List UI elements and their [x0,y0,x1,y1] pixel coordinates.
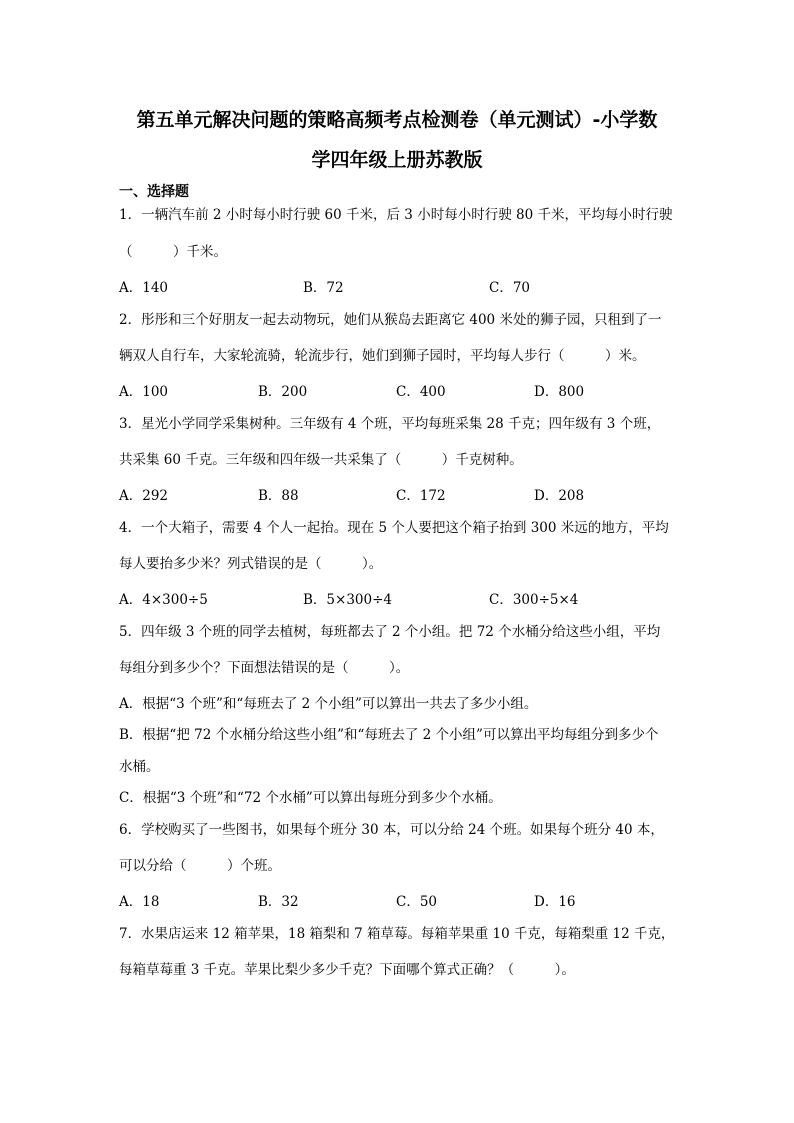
question-4-option-a: A．4×300÷5 [119,592,208,608]
question-6-line-2: 可以分给（ ）个班。 [119,858,281,874]
question-1-option-c: C．70 [489,280,531,296]
question-4-line-2: 每人要抬多少米？列式错误的是（ ）。 [119,556,383,572]
question-6-option-c: C．50 [396,894,438,910]
question-1-option-a: A．140 [119,280,169,296]
question-6-line-1: 6．学校购买了一些图书，如果每个班分 30 本，可以分给 24 个班。如果每个班分 40 本， [119,822,664,838]
question-4-option-c: C．300÷5×4 [489,592,579,608]
question-4-line-1: 4．一个大箱子，需要 4 个人一起抬。现在 5 个人要把这个箱子抬到 300 米远的地方，平均 [119,520,669,536]
question-6-option-d: D．16 [534,894,576,910]
question-3-option-c: C．172 [396,488,446,504]
question-3-line-2: 共采集 60 千克。三年级和四年级一共采集了（ ）千克树种。 [119,452,523,468]
question-2-line-1: 2．彤彤和三个好朋友一起去动物玩，她们从猴岛去距离它 400 米处的狮子园，只租到了一 [119,312,662,328]
question-1-line-1: 1．一辆汽车前 2 小时每小时行驶 60 千米，后 3 小时每小时行驶 80 千米，平均每小时行驶 [119,207,673,223]
question-2-option-a: A．100 [119,384,169,400]
question-2-option-d: D．800 [534,384,585,400]
question-5-option-c: C．根据“3 个班”和“72 个水桶”可以算出每班分到多少个水桶。 [119,790,502,806]
question-2-option-c: C．400 [396,384,446,400]
question-1-option-b: B．72 [303,280,344,296]
question-2-line-2: 辆双人自行车，大家轮流骑，轮流步行，她们到狮子园时，平均每人步行（ ）米。 [119,348,646,364]
question-3-option-b: B．88 [258,488,299,504]
question-5-option-a: A．根据“3 个班”和“每班去了 2 个小组”可以算出一共去了多少小组。 [119,696,538,712]
question-5-line-1: 5．四年级 3 个班的同学去植树，每班都去了 2 个小组。把 72 个水桶分给这些小组，平均 [119,624,661,640]
question-3-option-d: D．208 [534,488,585,504]
question-1-line-2: （ ）千米。 [119,244,227,260]
page-title-line-2: 学四年级上册苏教版 [311,149,483,171]
page-title-line-1: 第五单元解决问题的策略高频考点检测卷（单元测试）-小学数 [136,109,658,131]
question-6-option-a: A．18 [119,894,160,910]
question-6-option-b: B．32 [258,894,299,910]
question-2-option-b: B．200 [258,384,308,400]
question-5-option-b: B．根据“把 72 个水桶分给这些小组”和“每班去了 2 个小组”可以算出平均每组分到多少个 [119,727,659,743]
question-3-line-1: 3．星光小学同学采集树种。三年级有 4 个班，平均每班采集 28 千克；四年级有 3 个班， [119,416,661,432]
section-heading: 一、选择题 [119,184,189,200]
question-5-option-b-cont: 水桶。 [119,759,160,775]
question-3-option-a: A．292 [119,488,169,504]
question-5-line-2: 每组分到多少个？下面想法错误的是（ ）。 [119,660,410,676]
question-7-line-1: 7．水果店运来 12 箱苹果，18 箱梨和 7 箱草莓。每箱苹果重 10 千克，每箱梨重 12 千克， [119,926,675,942]
question-7-line-2: 每箱草莓重 3 千克。苹果比梨少多少千克？下面哪个算式正确？（ ）。 [119,962,575,978]
question-4-option-b: B．5×300÷4 [303,592,392,608]
